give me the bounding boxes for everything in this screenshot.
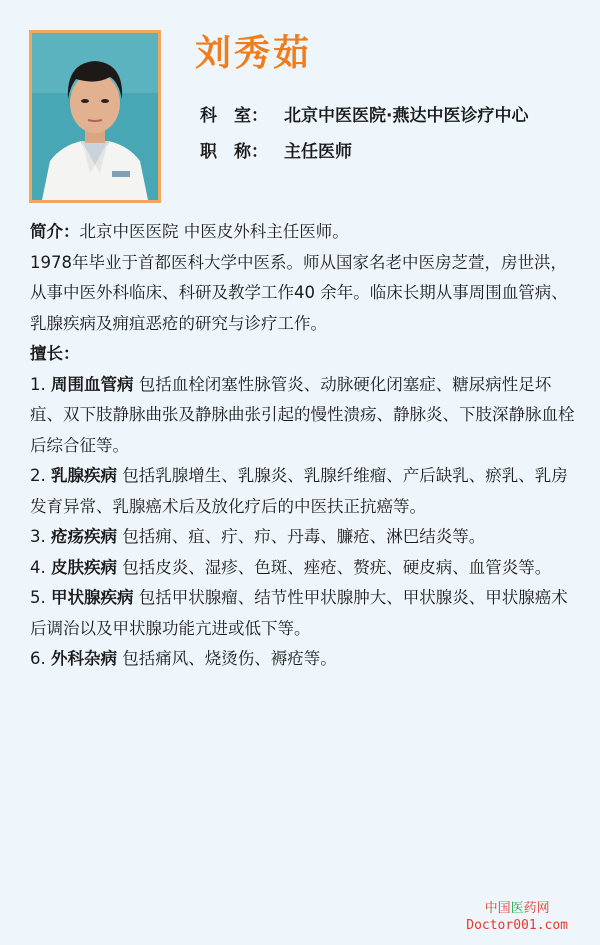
watermark-cn bbox=[466, 900, 568, 917]
specialty-number: 1. bbox=[30, 374, 46, 394]
specialty-item bbox=[30, 370, 580, 462]
department-label: 科 室： bbox=[200, 106, 268, 126]
specialty-number: 3. bbox=[30, 527, 46, 546]
watermark-cn-mid: 医 bbox=[510, 901, 524, 916]
specialty-item bbox=[30, 553, 580, 584]
doctor-photo bbox=[32, 33, 158, 200]
specialty-name: 外科杂病 bbox=[51, 649, 117, 668]
specialty-number: 6. bbox=[30, 649, 46, 668]
specialty-description: 包括血栓闭塞性脉管炎、动脉硬化闭塞症、糖尿病性足坏疽、双下肢静脉曲张及静脉曲张引起的慢性溃疡、静脉炎、下肢深静脉血栓后综合征等。 bbox=[30, 374, 575, 455]
intro-label: 简介： bbox=[30, 222, 80, 241]
specialty-number: 2. bbox=[30, 466, 46, 485]
profile-content bbox=[30, 217, 580, 675]
title-row bbox=[200, 140, 352, 164]
intro-summary: 北京中医医院 中医皮外科主任医师。 bbox=[79, 222, 349, 241]
specialty-item bbox=[30, 461, 580, 522]
specialty-description: 包括甲状腺瘤、结节性甲状腺肿大、甲状腺炎、甲状腺癌术后调治以及甲状腺功能亢进或低下等。 bbox=[30, 588, 568, 638]
specialty-number: 5. bbox=[30, 588, 46, 607]
watermark-cn-right: 药网 bbox=[523, 901, 550, 916]
specialty-name: 乳腺疾病 bbox=[51, 466, 117, 485]
site-watermark bbox=[466, 900, 568, 934]
department-row bbox=[200, 104, 528, 128]
specialty-description: 包括乳腺增生、乳腺炎、乳腺纤维瘤、产后缺乳、瘀乳、乳房发育异常、乳腺癌术后及放化疗后的中医扶正抗癌等。 bbox=[30, 466, 568, 516]
watermark-cn-left: 中国 bbox=[484, 901, 511, 916]
specialty-item bbox=[30, 644, 580, 675]
title-value: 主任医师 bbox=[284, 142, 352, 162]
department-value: 北京中医医院·燕达中医诊疗中心 bbox=[284, 106, 529, 126]
specialty-item bbox=[30, 583, 580, 644]
intro-body: 1978年毕业于首都医科大学中医系。师从国家名老中医房芝萱，房世洪，从事中医外科临床、科研及教学工作40 余年。临床长期从事周围血管病、乳腺疾病及痈疽恶疮的研究与诊疗工作。 bbox=[30, 252, 568, 333]
specialty-description: 包括痛风、烧烫伤、褥疮等。 bbox=[122, 649, 337, 668]
specialty-description: 包括痈、疽、疔、疖、丹毒、臁疮、淋巴结炎等。 bbox=[122, 527, 486, 546]
doctor-name: 刘秀茹 bbox=[195, 33, 313, 74]
specialty-name: 皮肤疾病 bbox=[51, 557, 117, 577]
specialty-name: 甲状腺疾病 bbox=[51, 588, 134, 607]
doctor-photo-frame bbox=[29, 30, 161, 203]
intro-summary-line bbox=[30, 217, 580, 248]
specialties-heading: 擅长： bbox=[30, 344, 80, 363]
watermark-en: Doctor001.com bbox=[466, 918, 568, 933]
specialty-name: 周围血管病 bbox=[51, 374, 134, 394]
specialty-item bbox=[30, 522, 580, 553]
specialty-name: 疮疡疾病 bbox=[51, 527, 117, 546]
specialty-number: 4. bbox=[30, 557, 46, 577]
title-label: 职 称： bbox=[200, 142, 268, 162]
specialty-description: 包括皮炎、湿疹、色斑、痤疮、赘疣、硬皮病、血管炎等。 bbox=[122, 557, 552, 577]
